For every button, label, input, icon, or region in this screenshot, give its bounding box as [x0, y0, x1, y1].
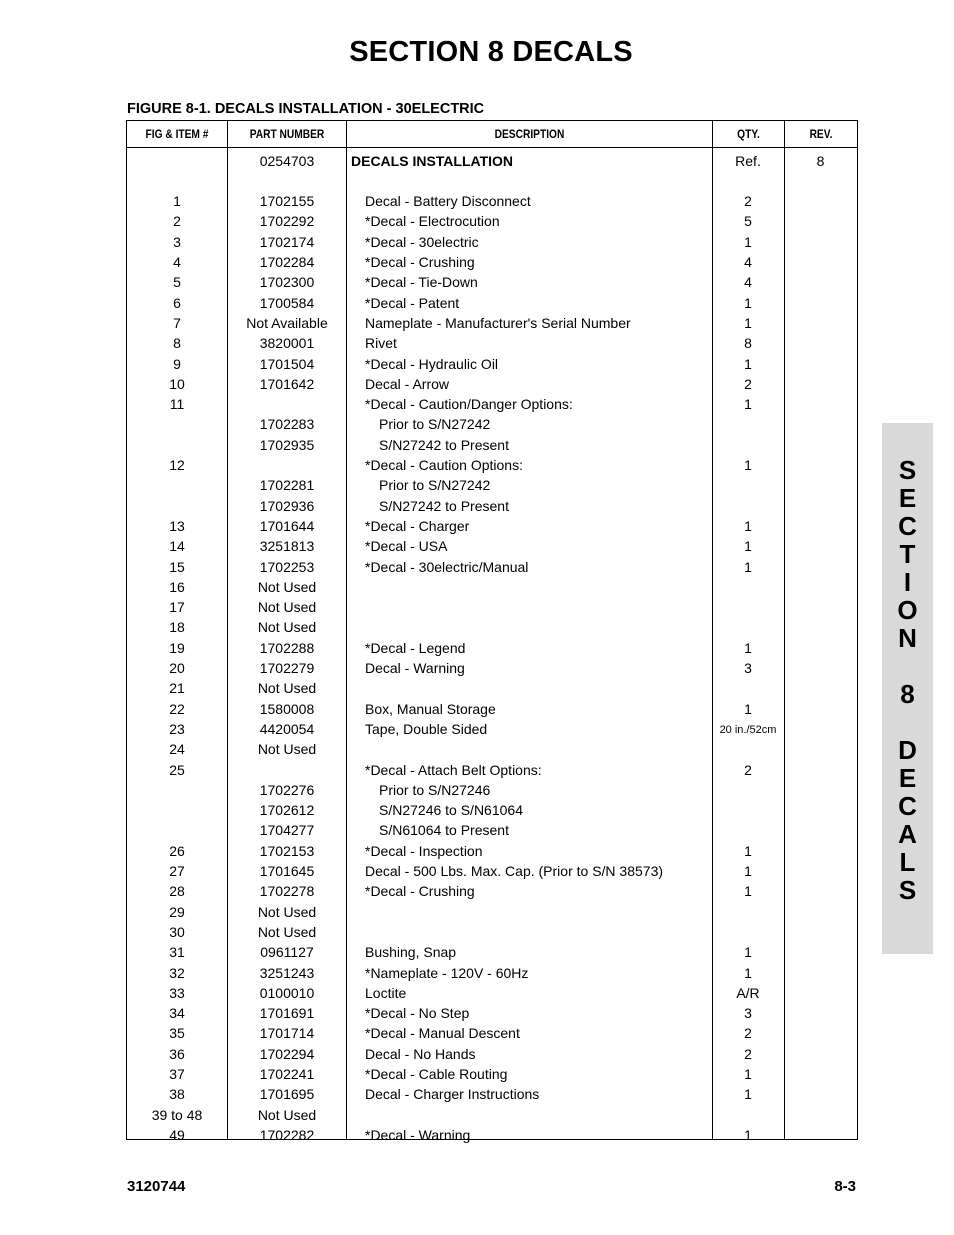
part-number-cell: 1702612	[259, 802, 315, 819]
fig-item-cell: 18	[169, 619, 185, 636]
qty-cell: 1	[744, 538, 752, 555]
description-cell: Decal - No Hands	[365, 1045, 476, 1062]
part-number-cell: 0961127	[260, 944, 314, 961]
table-row	[127, 861, 857, 881]
page-number: 8-3	[834, 1178, 856, 1195]
table-row	[127, 333, 857, 353]
qty-cell: Ref.	[735, 152, 761, 169]
side-tab-letter: C	[898, 791, 917, 821]
qty-cell: 1	[744, 964, 752, 981]
fig-item-cell: 36	[169, 1045, 185, 1062]
part-number-cell: Not Used	[257, 903, 317, 920]
description-cell: Rivet	[365, 335, 397, 352]
table-row	[127, 191, 857, 211]
description-cell: S/N61064 to Present	[379, 822, 509, 839]
part-number-cell: 1702935	[259, 436, 315, 453]
table-row	[127, 841, 857, 861]
description-cell: *Decal - Manual Descent	[365, 1025, 520, 1042]
qty-cell: 1	[744, 1086, 752, 1103]
table-row	[127, 414, 857, 434]
table-row	[127, 435, 857, 455]
description-cell: *Decal - Tie-Down	[365, 274, 478, 291]
figure-title: FIGURE 8-1. DECALS INSTALLATION - 30ELECTRIC	[127, 101, 485, 117]
qty-cell: 1	[744, 396, 752, 413]
fig-item-cell: 19	[169, 639, 185, 656]
fig-item-cell: 14	[169, 538, 185, 555]
description-cell: *Decal - 30electric/Manual	[365, 558, 529, 575]
side-tab-letter: T	[899, 539, 916, 569]
side-tab-letter: L	[899, 847, 916, 877]
fig-item-cell: 6	[173, 294, 181, 311]
description-cell: *Decal - Caution Options:	[365, 457, 523, 473]
header-fig-item: FIG & ITEM #	[145, 127, 209, 141]
table-row	[127, 760, 857, 780]
fig-item-cell: 3	[173, 233, 181, 250]
table-row	[127, 1105, 857, 1125]
table-row	[127, 313, 857, 333]
qty-cell: 1	[744, 517, 752, 534]
table-row	[127, 394, 857, 414]
table-row	[127, 942, 857, 962]
description-cell: Box, Manual Storage	[365, 700, 496, 717]
fig-item-cell: 16	[169, 578, 185, 595]
fig-item-cell: 17	[169, 599, 185, 616]
part-number-cell: 3820001	[259, 335, 315, 352]
qty-cell: 1	[744, 233, 752, 250]
header-description: DESCRIPTION	[494, 127, 565, 141]
part-number-cell: Not Used	[257, 619, 317, 636]
table-row	[127, 719, 857, 739]
fig-item-cell: 4	[173, 254, 181, 270]
fig-item-cell: 2	[173, 213, 181, 230]
table-row	[127, 963, 857, 983]
part-number-cell: 1701504	[259, 355, 315, 372]
part-number-cell: 1701642	[259, 375, 315, 392]
header-divider	[127, 147, 857, 148]
description-cell: *Decal - Inspection	[365, 842, 483, 859]
part-number-cell: 1702174	[259, 233, 315, 250]
qty-cell: 5	[744, 213, 752, 230]
fig-item-cell: 27	[169, 863, 185, 879]
description-cell: *Nameplate - 120V - 60Hz	[365, 964, 529, 981]
part-number-cell: 1702282	[259, 1126, 315, 1143]
description-cell: *Decal - Patent	[365, 294, 460, 311]
part-number-cell: Not Used	[257, 599, 317, 616]
parts-table	[126, 120, 858, 1143]
part-number-cell: 1702300	[259, 274, 315, 291]
part-number-cell: 1701645	[259, 863, 315, 879]
side-tab-letter: S	[898, 875, 917, 905]
table-row	[127, 922, 857, 942]
table-row	[127, 881, 857, 901]
description-cell: Loctite	[365, 984, 407, 1001]
part-number-cell: 0254703	[259, 152, 315, 169]
table-row	[127, 455, 857, 475]
description-cell: Decal - Warning	[365, 660, 465, 676]
qty-cell: 8	[744, 335, 752, 352]
side-tab-letter: D	[898, 735, 917, 765]
description-cell: *Decal - Crushing	[365, 883, 475, 900]
fig-item-cell: 25	[169, 761, 185, 778]
side-tab-letter: E	[898, 483, 917, 513]
fig-item-cell: 11	[169, 396, 185, 413]
table-row	[127, 211, 857, 231]
qty-cell: 2	[744, 193, 752, 210]
table-row	[127, 1084, 857, 1104]
fig-item-cell: 5	[173, 274, 181, 291]
table-row	[127, 739, 857, 759]
header-qty: QTY.	[737, 127, 760, 141]
side-tab-letter: O	[897, 595, 918, 625]
fig-item-cell: 15	[169, 558, 185, 575]
description-cell: *Decal - Charger	[365, 517, 470, 534]
description-cell: *Decal - Crushing	[365, 254, 475, 270]
description-cell: *Decal - Caution/Danger Options:	[365, 396, 573, 413]
description-cell: *Decal - Attach Belt Options:	[365, 761, 542, 778]
description-cell: Prior to S/N27242	[379, 416, 491, 433]
table-row	[127, 577, 857, 597]
table-row	[127, 354, 857, 374]
part-number-cell: 3251243	[259, 964, 315, 981]
part-number-cell: Not Used	[257, 923, 317, 940]
qty-cell: 2	[744, 1045, 752, 1062]
part-number-cell: 1701714	[259, 1025, 315, 1042]
description-cell: *Decal - Legend	[365, 639, 466, 656]
fig-item-cell: 13	[169, 517, 185, 534]
part-number-cell: 1580008	[259, 700, 315, 717]
fig-item-cell: 24	[169, 741, 185, 758]
header-rev: REV.	[809, 127, 833, 141]
qty-cell: 1	[744, 1126, 752, 1143]
part-number-cell: 1702292	[259, 213, 315, 230]
description-cell: S/N27242 to Present	[379, 436, 509, 453]
table-row	[127, 902, 857, 922]
fig-item-cell: 23	[169, 720, 185, 737]
part-number-cell: Not Used	[257, 741, 317, 758]
fig-item-cell: 9	[173, 355, 181, 372]
part-number-cell: 1700584	[259, 294, 315, 311]
qty-cell: 1	[744, 700, 752, 717]
part-number-cell: 1702936	[259, 497, 315, 514]
fig-item-cell: 20	[169, 660, 185, 676]
part-number-cell: 1702276	[259, 781, 315, 798]
fig-item-cell: 26	[169, 842, 185, 859]
fig-item-cell: 49	[169, 1126, 185, 1143]
document-number: 3120744	[127, 1178, 186, 1195]
side-tab-letter: 8	[900, 679, 915, 709]
description-cell: *Decal - No Step	[365, 1005, 470, 1022]
fig-item-cell: 33	[169, 984, 185, 1001]
header-part-number: PART NUMBER	[249, 127, 325, 141]
part-number-cell: 1702278	[259, 883, 315, 900]
qty-cell: 2	[744, 375, 752, 392]
description-cell: *Decal - Cable Routing	[365, 1066, 508, 1082]
fig-item-cell: 10	[169, 375, 185, 392]
table-row	[127, 617, 857, 637]
fig-item-cell: 38	[169, 1086, 185, 1103]
table-row	[127, 597, 857, 617]
side-tab-letter: I	[903, 567, 912, 597]
part-number-cell: 1702284	[259, 254, 315, 270]
description-cell: *Decal - 30electric	[365, 233, 479, 250]
part-number-cell: 4420054	[259, 720, 315, 737]
part-number-cell: 1701695	[259, 1086, 315, 1103]
table-row	[127, 1023, 857, 1043]
qty-cell: 1	[744, 639, 752, 656]
table-row	[127, 557, 857, 577]
table-row	[127, 1125, 857, 1145]
part-number-cell: 1701691	[259, 1005, 315, 1022]
qty-cell: 2	[744, 1025, 752, 1042]
side-tab-letter: C	[898, 511, 917, 541]
table-row	[127, 252, 857, 272]
description-cell: Decal - Arrow	[365, 375, 450, 392]
part-number-cell: 1702283	[259, 416, 315, 433]
qty-cell: 4	[744, 274, 752, 291]
table-row	[127, 171, 857, 191]
qty-cell: 1	[744, 457, 752, 473]
description-cell: *Decal - Electrocution	[365, 213, 500, 230]
qty-cell: 1	[744, 314, 752, 331]
description-cell: DECALS INSTALLATION	[351, 152, 514, 169]
part-number-cell: Not Used	[257, 1106, 317, 1123]
description-cell: *Decal - USA	[365, 538, 448, 555]
table-row	[127, 1044, 857, 1064]
description-cell: Decal - Battery Disconnect	[365, 193, 531, 210]
part-number-cell: 1702294	[259, 1045, 315, 1062]
description-cell: S/N27242 to Present	[379, 497, 509, 514]
table-row	[127, 516, 857, 536]
side-tab-letter: E	[898, 763, 917, 793]
part-number-cell: 1702279	[259, 660, 315, 676]
table-row	[127, 1064, 857, 1084]
fig-item-cell: 8	[173, 335, 181, 352]
fig-item-cell: 12	[169, 457, 185, 473]
description-cell: S/N27246 to S/N61064	[379, 802, 523, 819]
section-title: SECTION 8 DECALS	[349, 36, 633, 68]
table-row	[127, 800, 857, 820]
fig-item-cell: 22	[169, 700, 185, 717]
qty-cell: 1	[744, 842, 752, 859]
qty-cell: 3	[744, 660, 752, 676]
fig-item-cell: 28	[169, 883, 185, 900]
table-row	[127, 536, 857, 556]
description-cell: Prior to S/N27242	[379, 477, 491, 494]
qty-cell: A/R	[736, 984, 760, 1001]
table-row	[127, 780, 857, 800]
description-cell: *Decal - Hydraulic Oil	[365, 355, 499, 372]
part-number-cell: Not Used	[257, 680, 317, 697]
part-number-cell: 1702253	[259, 558, 315, 575]
qty-cell: 1	[744, 294, 752, 311]
table-row	[127, 293, 857, 313]
fig-item-cell: 7	[173, 314, 181, 331]
fig-item-cell: 30	[169, 923, 185, 940]
part-number-cell: 1702288	[259, 639, 315, 656]
fig-item-cell: 31	[169, 944, 185, 961]
table-row	[127, 475, 857, 495]
table-row	[127, 820, 857, 840]
description-cell: Nameplate - Manufacturer's Serial Number	[365, 314, 631, 331]
qty-cell: 4	[744, 254, 752, 270]
table-row	[127, 983, 857, 1003]
fig-item-cell: 37	[169, 1066, 185, 1082]
table-row	[127, 658, 857, 678]
qty-cell: 20 in./52cm	[719, 723, 777, 736]
table-row	[127, 678, 857, 698]
table-row	[127, 374, 857, 394]
fig-item-cell: 21	[169, 680, 185, 697]
part-number-cell: Not Used	[257, 578, 317, 595]
description-cell: Bushing, Snap	[365, 944, 457, 961]
table-row	[127, 151, 857, 171]
qty-cell: 1	[744, 944, 752, 961]
qty-cell: 3	[744, 1005, 752, 1022]
side-tab-letter: N	[898, 623, 917, 653]
fig-item-cell: 32	[169, 964, 185, 981]
fig-item-cell: 35	[169, 1025, 185, 1042]
table-row	[127, 272, 857, 292]
table-row	[127, 699, 857, 719]
side-tab-letter: S	[898, 455, 917, 485]
description-cell: *Decal - Warning	[365, 1126, 471, 1143]
description-cell: Decal - Charger Instructions	[365, 1086, 540, 1103]
part-number-cell: 1702241	[259, 1066, 315, 1082]
side-tab-letter: A	[898, 819, 917, 849]
part-number-cell: 1701644	[259, 517, 315, 534]
description-cell: Tape, Double Sided	[365, 720, 488, 737]
qty-cell: 1	[744, 1066, 752, 1082]
part-number-cell: 1702281	[259, 477, 315, 494]
qty-cell: 1	[744, 355, 752, 372]
part-number-cell: 1704277	[259, 822, 315, 839]
table-row	[127, 1003, 857, 1023]
table-row	[127, 496, 857, 516]
qty-cell: 1	[744, 558, 752, 575]
rev-cell: 8	[816, 152, 825, 169]
description-cell: Prior to S/N27246	[379, 781, 491, 798]
fig-item-cell: 34	[169, 1005, 185, 1022]
part-number-cell: Not Available	[246, 314, 328, 331]
part-number-cell: 0100010	[259, 984, 315, 1001]
table-row	[127, 638, 857, 658]
part-number-cell: 3251813	[259, 538, 315, 555]
fig-item-cell: 1	[173, 193, 181, 210]
table-row	[127, 232, 857, 252]
qty-cell: 1	[744, 863, 752, 879]
section-side-tab	[882, 423, 933, 954]
description-cell: Decal - 500 Lbs. Max. Cap. (Prior to S/N 38573)	[365, 863, 664, 879]
fig-item-cell: 29	[169, 903, 185, 920]
part-number-cell: 1702155	[259, 193, 315, 210]
fig-item-cell: 39 to 48	[151, 1106, 203, 1123]
qty-cell: 2	[744, 761, 752, 778]
qty-cell: 1	[744, 883, 752, 900]
part-number-cell: 1702153	[259, 842, 315, 859]
